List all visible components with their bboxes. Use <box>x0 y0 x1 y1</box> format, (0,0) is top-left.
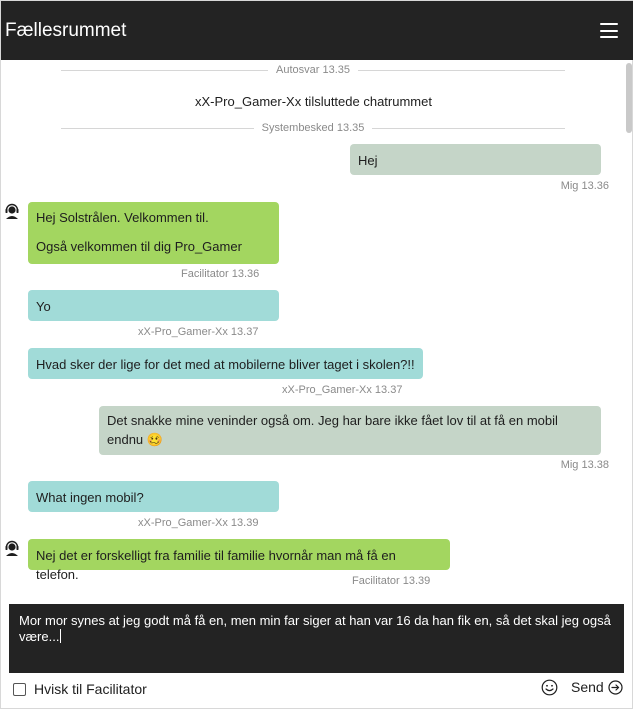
arrow-right-circle-icon <box>608 680 623 695</box>
join-notice: xX-Pro_Gamer-Xx tilsluttede chatrummet <box>195 94 432 109</box>
message-text: Hej <box>358 153 378 168</box>
message-bubble-user[interactable] <box>28 348 423 379</box>
message-bubble-user[interactable] <box>28 290 279 321</box>
message-text: Det snakke mine veninder også om. Jeg har bare ikke fået lov til at få en mobil endnu 🥴 <box>107 413 558 447</box>
autosvar-divider: Autosvar 13.35 <box>61 63 565 77</box>
facilitator-headset-icon <box>4 539 20 557</box>
message-meta: Facilitator 13.39 <box>352 575 431 587</box>
message-text: Nej det er forskelligt fra familie til familie hvornår man må få en telefon. <box>36 548 396 582</box>
send-label: Send <box>571 679 604 695</box>
message-meta: Mig 13.36 <box>560 180 609 192</box>
message-meta: xX-Pro_Gamer-Xx 13.39 <box>138 517 259 529</box>
app-header <box>1 1 633 60</box>
send-button[interactable] <box>571 679 623 695</box>
message-bubble-facilitator[interactable] <box>28 202 279 264</box>
message-input-value: Mor mor synes at jeg godt må få en, men min far siger at han var 16 da han fik en, så det skal jeg også være... <box>19 613 611 644</box>
systembesked-divider: Systembesked 13.35 <box>61 121 565 135</box>
message-input[interactable] <box>9 604 624 673</box>
message-bubble-me[interactable] <box>99 406 601 455</box>
whisper-label[interactable]: Hvisk til Facilitator <box>34 681 147 697</box>
message-text: What ingen mobil? <box>36 490 144 505</box>
message-text-line: Også velkommen til dig Pro_Gamer <box>36 239 242 254</box>
room-title: Fællesrummet <box>5 19 127 41</box>
chat-log[interactable] <box>1 60 633 596</box>
smiley-icon[interactable] <box>541 679 558 696</box>
message-meta: xX-Pro_Gamer-Xx 13.37 <box>138 326 259 338</box>
facilitator-headset-icon <box>4 202 20 220</box>
message-meta: Mig 13.38 <box>560 459 609 471</box>
chat-scrollbar[interactable] <box>626 63 632 133</box>
message-bubble-user[interactable] <box>28 481 279 512</box>
message-text: Hvad sker der lige for det med at mobilerne bliver taget i skolen?!! <box>36 357 415 372</box>
message-text: Yo <box>36 299 51 314</box>
message-meta: xX-Pro_Gamer-Xx 13.37 <box>282 384 403 396</box>
text-caret <box>60 629 61 643</box>
message-meta: Facilitator 13.36 <box>181 268 260 280</box>
hamburger-menu-icon[interactable] <box>600 23 618 38</box>
whisper-checkbox[interactable] <box>13 683 26 696</box>
composer-footer <box>1 677 633 703</box>
message-bubble-me[interactable] <box>350 144 601 175</box>
message-text-line: Hej Solstrålen. Velkommen til. <box>36 210 209 225</box>
whisper-toggle[interactable] <box>13 681 147 697</box>
